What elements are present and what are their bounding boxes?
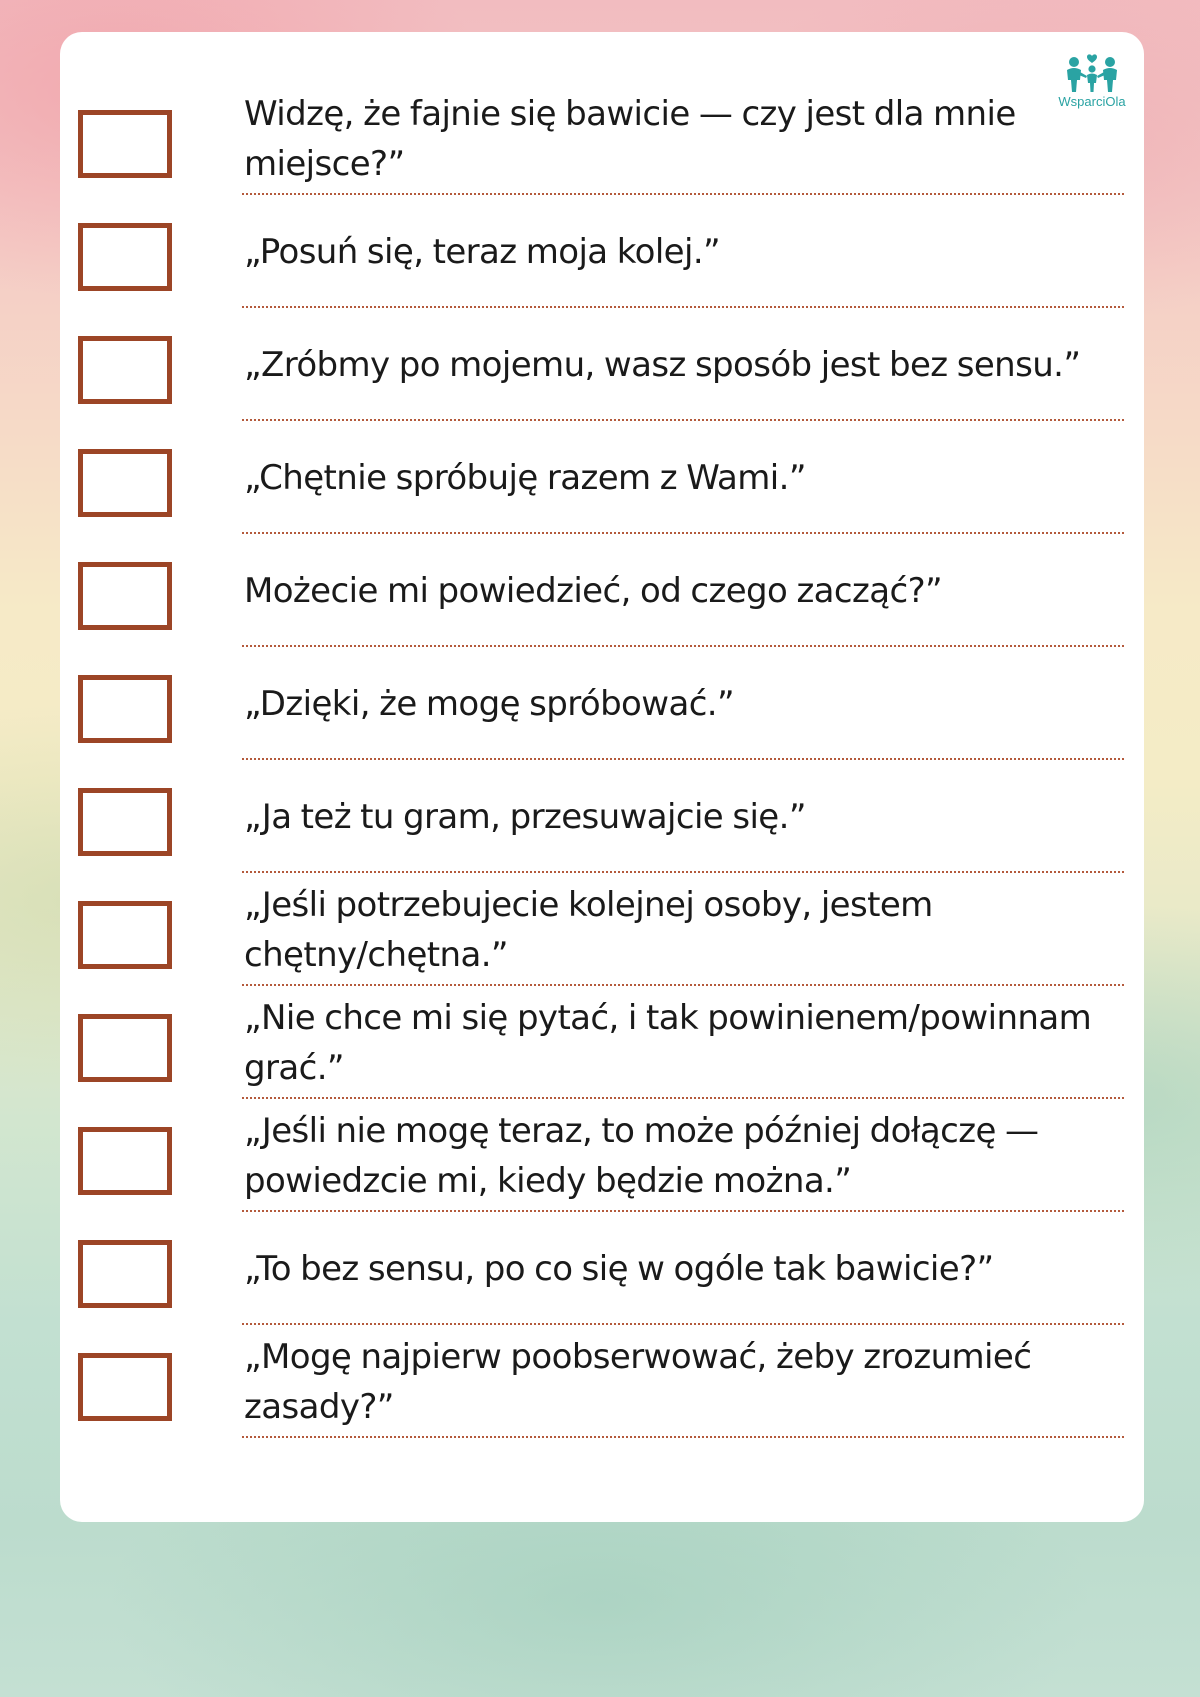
dotted-rule bbox=[242, 871, 1124, 873]
dotted-rule bbox=[242, 532, 1124, 534]
list-item bbox=[60, 199, 1124, 312]
item-text: „Chętnie spróbuję razem z Wami.” bbox=[244, 457, 806, 498]
dotted-rule bbox=[242, 1097, 1124, 1099]
list-item bbox=[60, 651, 1124, 764]
list-item bbox=[60, 425, 1124, 538]
item-text: „Jeśli potrzebujecie kolejnej osoby, jestem chętny/chętna.” bbox=[244, 884, 933, 975]
checkbox[interactable] bbox=[78, 449, 172, 517]
dotted-rule bbox=[242, 306, 1124, 308]
list-item bbox=[60, 538, 1124, 651]
dotted-rule bbox=[242, 419, 1124, 421]
checkbox[interactable] bbox=[78, 336, 172, 404]
list-item bbox=[60, 1103, 1124, 1216]
checkbox[interactable] bbox=[78, 110, 172, 178]
item-text: „Dzięki, że mogę spróbować.” bbox=[244, 683, 735, 724]
checkbox[interactable] bbox=[78, 788, 172, 856]
item-text: „Jeśli nie mogę teraz, to może później dołączę — powiedzcie mi, kiedy będzie można.” bbox=[244, 1110, 1039, 1201]
item-text: Widzę, że fajnie się bawicie — czy jest dla mnie miejsce?” bbox=[244, 93, 1016, 184]
checkbox[interactable] bbox=[78, 1240, 172, 1308]
list-item bbox=[60, 877, 1124, 990]
checkbox[interactable] bbox=[78, 1014, 172, 1082]
checkbox[interactable] bbox=[78, 1127, 172, 1195]
dotted-rule bbox=[242, 645, 1124, 647]
list-item bbox=[60, 990, 1124, 1103]
item-text: „Mogę najpierw poobserwować, żeby zrozumieć zasady?” bbox=[244, 1336, 1032, 1427]
checkbox[interactable] bbox=[78, 223, 172, 291]
checkbox[interactable] bbox=[78, 562, 172, 630]
dotted-rule bbox=[242, 193, 1124, 195]
item-text: „Zróbmy po mojemu, wasz sposób jest bez sensu.” bbox=[244, 344, 1081, 385]
item-text: „Nie chce mi się pytać, i tak powinienem/powinnam grać.” bbox=[244, 997, 1092, 1088]
list-item bbox=[60, 764, 1124, 877]
list-item bbox=[60, 1216, 1124, 1329]
list-item bbox=[60, 312, 1124, 425]
item-text: „Posuń się, teraz moja kolej.” bbox=[244, 231, 721, 272]
item-text: „Ja też tu gram, przesuwajcie się.” bbox=[244, 796, 806, 837]
dotted-rule bbox=[242, 1210, 1124, 1212]
dotted-rule bbox=[242, 758, 1124, 760]
dotted-rule bbox=[242, 1323, 1124, 1325]
list-item bbox=[60, 86, 1124, 199]
checkbox[interactable] bbox=[78, 675, 172, 743]
dotted-rule bbox=[242, 984, 1124, 986]
list-item bbox=[60, 1329, 1124, 1442]
dotted-rule bbox=[242, 1436, 1124, 1438]
item-text: Możecie mi powiedzieć, od czego zacząć?” bbox=[244, 570, 943, 611]
checkbox[interactable] bbox=[78, 901, 172, 969]
logo-text: WsparciOla bbox=[1058, 94, 1126, 109]
checkbox[interactable] bbox=[78, 1353, 172, 1421]
item-text: „To bez sensu, po co się w ogóle tak bawicie?” bbox=[244, 1248, 994, 1289]
